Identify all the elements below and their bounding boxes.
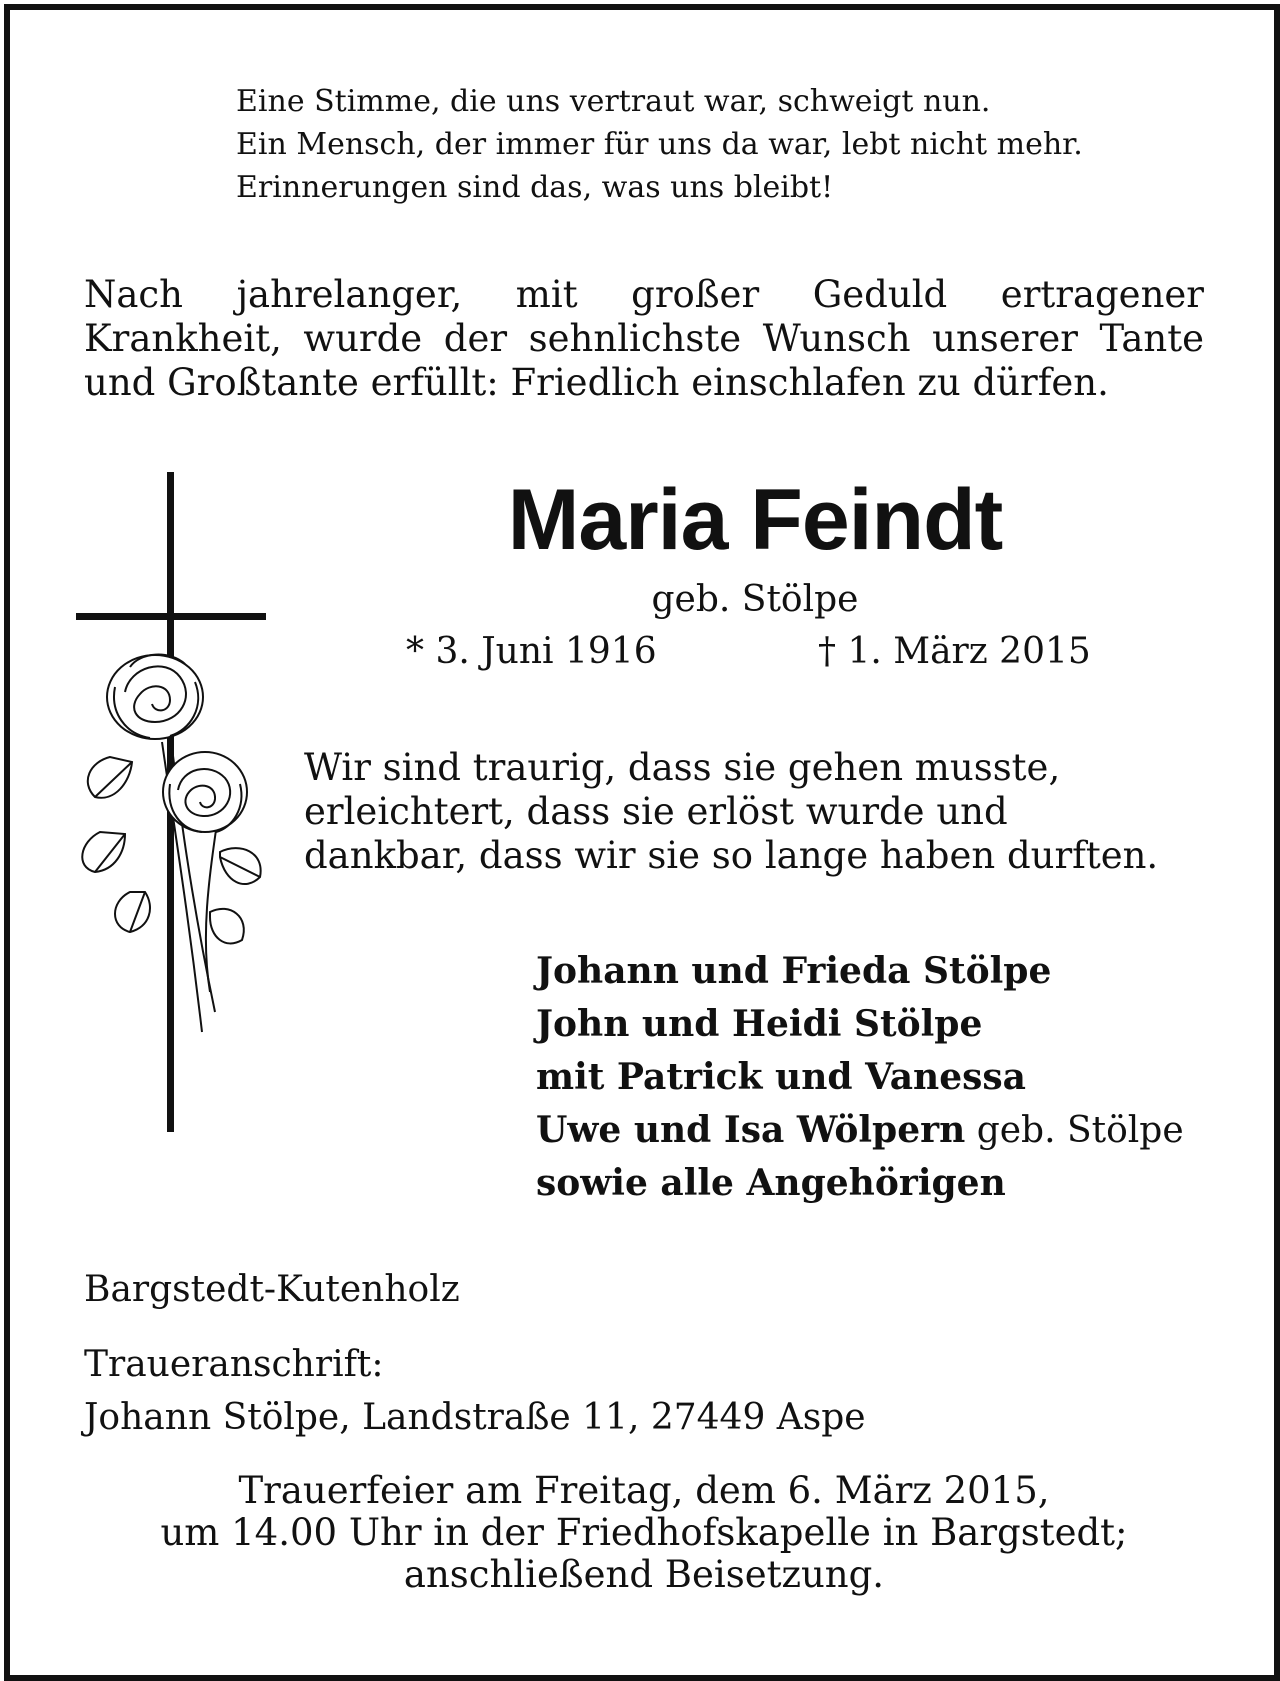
deceased-name: Maria Feindt [507, 472, 1003, 568]
motto [236, 80, 1083, 209]
service-line: anschließend Beisetzung. [403, 1553, 885, 1596]
birth-date: * 3. Juni 1916 [406, 631, 657, 672]
quote-line: dankbar, dass wir sie so lange haben durften. [304, 834, 1159, 877]
address-label: Traueranschrift: [84, 1344, 384, 1385]
mourners-list [536, 945, 1184, 1210]
mourner-name: Uwe und Isa Wölpern [536, 1109, 966, 1151]
mourner-line [536, 1104, 1184, 1157]
service-line: um 14.00 Uhr in der Friedhofskapelle in Bargstedt; [160, 1511, 1128, 1554]
motto-line: Ein Mensch, der immer für uns da war, lebt nicht mehr. [236, 127, 1083, 162]
intro-text: Nach jahrelanger, mit großer Geduld ertragener Krankheit, wurde der sehnlichste Wunsch unserer Tante und Großtante erfüllt: Friedlich einschlafen zu dürfen. [84, 273, 1204, 404]
service-line: Trauerfeier am Freitag, dem 6. März 2015, [238, 1469, 1050, 1512]
quote [304, 746, 1158, 878]
mourner-name: sowie alle Angehörigen [536, 1162, 1006, 1204]
cross-with-roses [70, 472, 270, 1132]
mourner-name: John und Heidi Stölpe [536, 1003, 983, 1045]
mourning-address: Johann Stölpe, Landstraße 11, 27449 Aspe [84, 1397, 866, 1438]
mourner-line [536, 945, 1184, 998]
mourner-line [536, 1157, 1184, 1210]
mourner-line [536, 1051, 1184, 1104]
funeral-service-info [84, 1470, 1204, 1596]
mourner-name: mit Patrick und Vanessa [536, 1056, 1026, 1098]
mourner-name: Johann und Frieda Stölpe [536, 950, 1052, 992]
quote-line: erleichtert, dass sie erlöst wurde und [304, 790, 1008, 833]
motto-line: Erinnerungen sind das, was uns bleibt! [236, 170, 834, 205]
quote-line: Wir sind traurig, dass sie gehen musste, [304, 746, 1061, 789]
mourner-note: geb. Stölpe [965, 1110, 1184, 1151]
maiden-name: geb. Stölpe [651, 579, 859, 620]
place-name: Bargstedt-Kutenholz [84, 1269, 460, 1310]
death-date: † 1. März 2015 [818, 631, 1091, 672]
mourner-line [536, 998, 1184, 1051]
motto-line: Eine Stimme, die uns vertraut war, schweigt nun. [236, 84, 991, 119]
